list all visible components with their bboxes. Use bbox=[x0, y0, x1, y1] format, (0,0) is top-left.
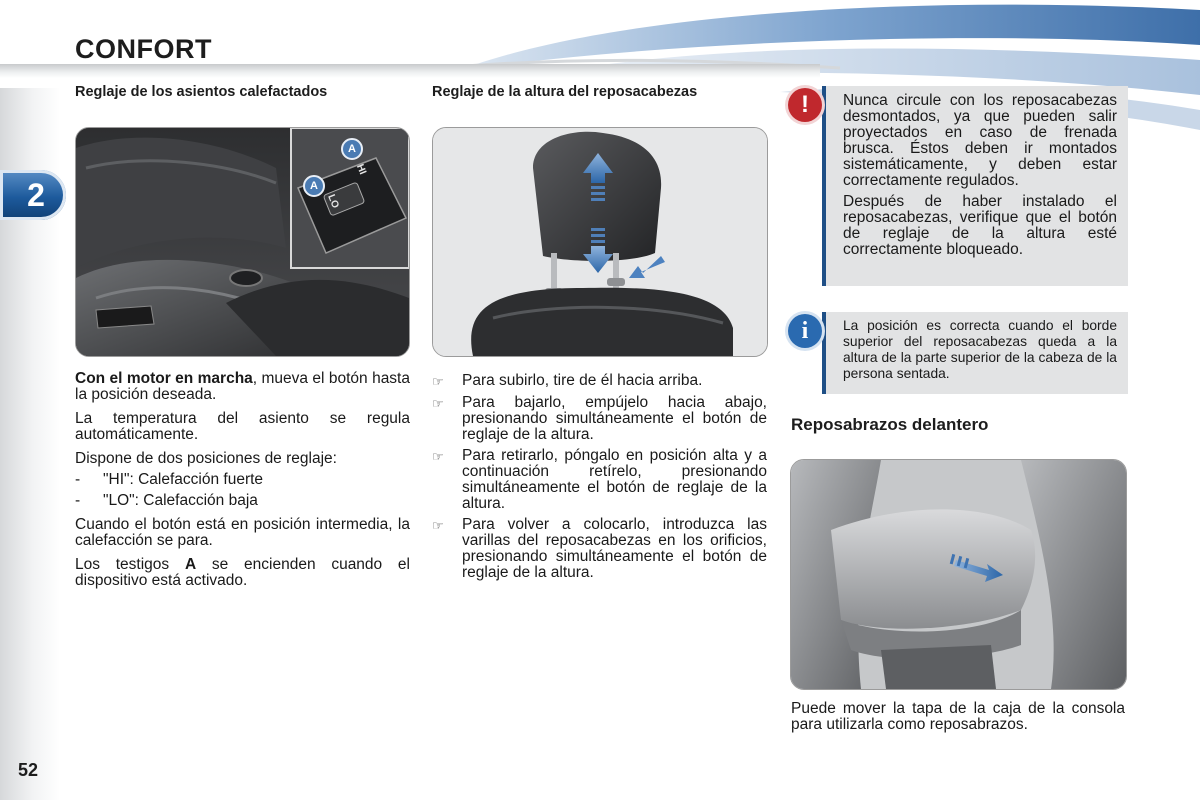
warning-paragraph-1: Nunca circule con los reposacabezas desmontados, ya que pueden salir proyectados en caso de frenada brusca. Éstos deben ir montados sistemáticamente, y deben estar correctamente regulados. bbox=[843, 92, 1117, 189]
switch-label-lo: LO bbox=[325, 193, 341, 210]
chapter-title: CONFORT bbox=[75, 34, 212, 64]
headrest-instructions bbox=[432, 373, 767, 586]
list-item-text: Para subirlo, tire de él hacia arriba. bbox=[462, 372, 703, 389]
dash-marker: - bbox=[75, 471, 81, 488]
list-item-text: Para bajarlo, empújelo hacia abajo, presionando simultáneamente el botón de reglaje de la altura. bbox=[462, 394, 767, 443]
headrest-figure bbox=[432, 127, 768, 357]
temperature-paragraph: La temperatura del asiento se regula automáticamente. bbox=[75, 410, 410, 443]
hand-pointer-icon: ☞ bbox=[432, 518, 444, 533]
info-icon: i bbox=[788, 314, 822, 348]
list-item bbox=[432, 395, 767, 443]
warning-text bbox=[843, 93, 1117, 263]
warning-icon: ! bbox=[788, 88, 822, 122]
indicator-label-a-top: A bbox=[341, 138, 363, 160]
heated-seats-text bbox=[75, 371, 410, 597]
info-text: La posición es correcta cuando el borde superior del reposacabezas queda a la altura de la parte superior de la cabeza de la persona sentada. bbox=[843, 318, 1117, 381]
headrest-heading: Reglaje de la altura del reposacabezas bbox=[432, 84, 698, 100]
armrest-caption: Puede mover la tapa de la caja de la consola para utilizarla como reposabrazos. bbox=[791, 700, 1125, 733]
armrest-illustration bbox=[791, 460, 1126, 689]
warning-paragraph-2: Después de haber instalado el reposacabezas, verifique que el botón de reglaje de la altura esté correctamente bloqueado. bbox=[843, 193, 1117, 258]
headrest-bullet-list bbox=[432, 373, 767, 581]
page-number: 52 bbox=[18, 760, 39, 780]
dash-marker: - bbox=[75, 492, 81, 509]
hand-pointer-icon: ☞ bbox=[432, 374, 444, 389]
heated-seat-switch-figure bbox=[75, 127, 410, 357]
indicator-text-a: Los testigos bbox=[75, 556, 185, 573]
positions-paragraph: Dispone de dos posiciones de reglaje: bbox=[75, 450, 337, 467]
indicator-paragraph bbox=[75, 557, 410, 589]
indicator-label-a-bottom: A bbox=[303, 175, 325, 197]
chapter-tab[interactable]: 2 bbox=[0, 170, 66, 220]
list-item bbox=[75, 493, 410, 509]
list-item-text: "HI": Calefacción fuerte bbox=[103, 471, 264, 488]
list-item-text: Para volver a colocarlo, introduzca las varillas del reposacabezas en los orificios, presionando simultáneamente el botón de reglaje de la altura. bbox=[462, 516, 767, 581]
list-item bbox=[432, 448, 767, 512]
indicator-text-c: se encienden cuando el dispositivo está activado. bbox=[75, 556, 410, 589]
list-item-text: "LO": Calefacción baja bbox=[103, 492, 258, 509]
intro-bold: Con el motor en marcha bbox=[75, 370, 253, 387]
list-item-text: Para retirarlo, póngalo en posición alta y a continuación retírelo, presionando simultáneamente el botón de reglaje de la altura. bbox=[462, 447, 767, 512]
armrest-figure bbox=[790, 459, 1127, 690]
hand-pointer-icon: ☞ bbox=[432, 396, 444, 411]
intermediate-paragraph: Cuando el botón está en posición intermedia, la calefacción se para. bbox=[75, 516, 410, 549]
switch-label-hi: HI bbox=[354, 162, 368, 177]
armrest-heading: Reposabrazos delantero bbox=[791, 415, 989, 434]
header-rule bbox=[0, 64, 820, 78]
heated-seat-illustration bbox=[76, 128, 409, 356]
list-item bbox=[75, 472, 410, 488]
indicator-letter: A bbox=[184, 556, 197, 573]
list-item bbox=[432, 373, 767, 390]
intro-rest: , mueva el botón hasta la posición deseada. bbox=[75, 370, 410, 403]
hand-pointer-icon: ☞ bbox=[432, 449, 444, 464]
intro-paragraph bbox=[75, 371, 410, 403]
heated-seats-heading: Reglaje de los asientos calefactados bbox=[75, 84, 328, 100]
list-item bbox=[432, 517, 767, 581]
headrest-illustration bbox=[433, 128, 767, 356]
